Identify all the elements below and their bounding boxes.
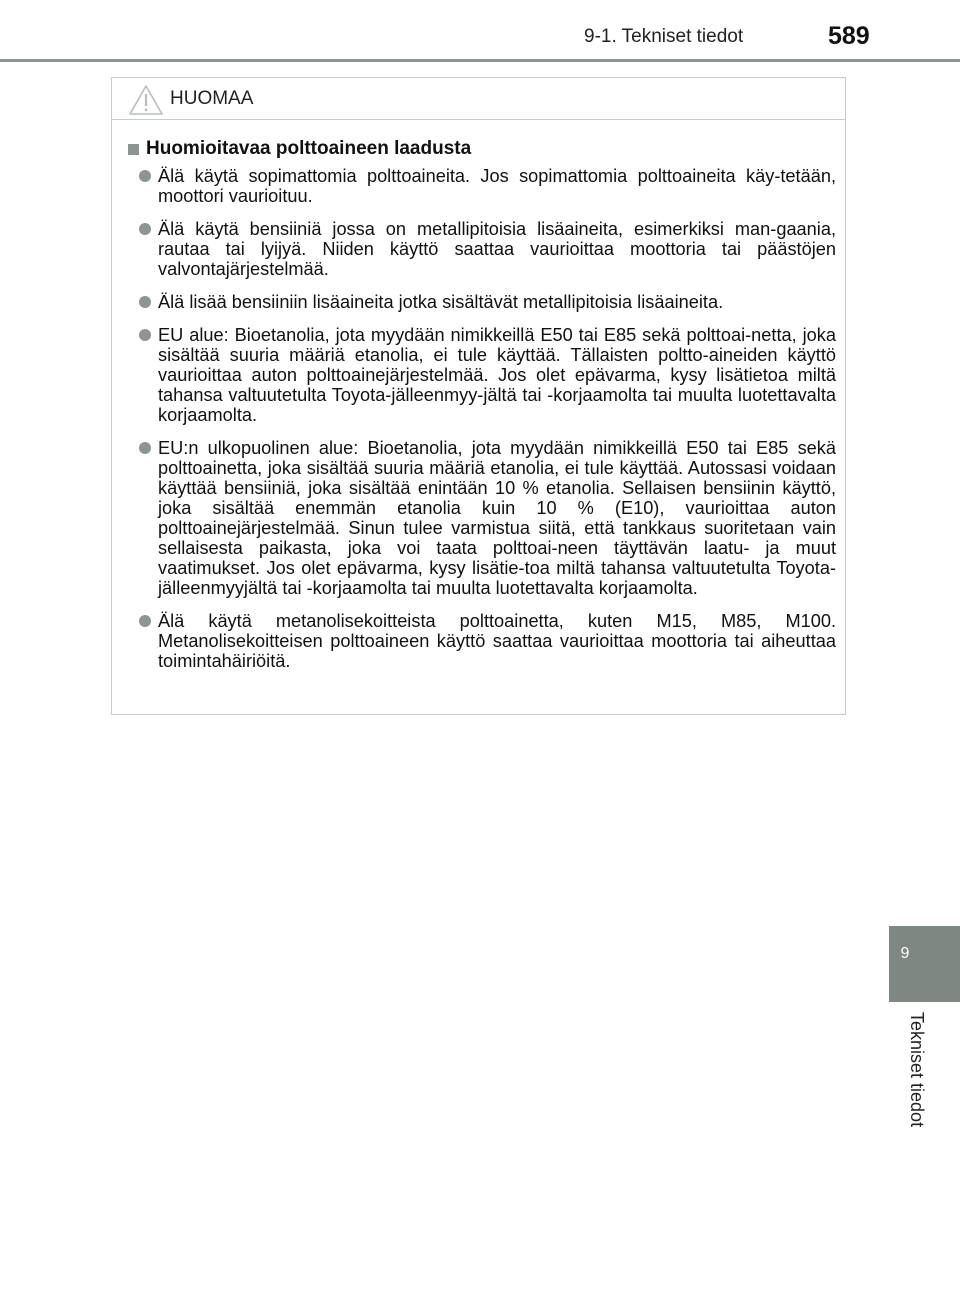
list-item (128, 166, 836, 206)
notice-title: HUOMAA (170, 88, 254, 109)
notice-box (111, 77, 846, 715)
page-number: 589 (828, 22, 870, 50)
list-item-text: Älä lisää bensiiniin lisäaineita jotka sisältävät metallipitoisia lisäaineita. (158, 292, 724, 312)
list-item-text: Älä käytä bensiiniä jossa on metallipitoisia lisäaineita, esimerkiksi man-gaania, rautaa tai lyijyä. Niiden käyttö saattaa vaurioittaa moottoria tai päästöjen valvontajärjestelmää. (158, 219, 836, 279)
circle-bullet-icon (139, 615, 151, 627)
circle-bullet-icon (139, 170, 151, 182)
square-bullet-icon (128, 144, 139, 155)
chapter-tab (889, 926, 960, 1002)
chapter-tab-number: 9 (900, 945, 910, 962)
header-section-title: 9-1. Tekniset tiedot (584, 26, 744, 47)
list-item-text: EU alue: Bioetanolia, jota myydään nimikkeillä E50 tai E85 sekä polttoai-netta, joka sisältää suuria määriä etanolia, ei tule käyttää. Tällaisten poltto-aineiden käyttö vaurioittaa auton polttoainejärjestelmää. Jos olet epävarma, kysy lisätietoa miltä tahansa valtuutetulta Toyota-jälleenmyy-jältä tai -korjaamolta tai muulta luotettavalta korjaamolta. (158, 325, 836, 425)
list-item-text: Älä käytä metanolisekoitteista polttoainetta, kuten M15, M85, M100. Metanolisekoitteisen polttoaineen käyttö saattaa vaurioittaa moottoria tai aiheuttaa toimintahäiriöitä. (158, 611, 836, 671)
list-item (128, 325, 836, 425)
notice-body (112, 120, 845, 671)
list-item (128, 219, 836, 279)
circle-bullet-icon (139, 442, 151, 454)
list-item (128, 292, 836, 312)
circle-bullet-icon (139, 296, 151, 308)
circle-bullet-icon (139, 223, 151, 235)
header-rule (0, 59, 960, 62)
section-heading-text: Huomioitavaa polttoaineen laadusta (146, 138, 472, 159)
list-item-text: Älä käytä sopimattomia polttoaineita. Jos sopimattomia polttoaineita käy-tetään, moottori vaurioituu. (158, 166, 836, 206)
warning-triangle-icon (128, 84, 164, 116)
list-item-text: EU:n ulkopuolinen alue: Bioetanolia, jota myydään nimikkeillä E50 tai E85 sekä polttoainetta, joka sisältää suuria määriä etanolia, ei tule käyttää. Autossasi voidaan käyttää bensiiniä, joka sisältää enintään 10 % etanolia. Sellaisen bensiinin käyttö, joka sisältää enemmän etanolia kuin 10 % (E10), vaurioittaa auton polttoainejärjestelmää. Sinun tulee varmistua siitä, että tankkaus suoritetaan vain sellaisesta paikasta, joka voi taata polttoai-neen täyttävän laatu- ja muut vaatimukset. Jos olet epävarma, kysy lisätie-toa miltä tahansa valtuutetulta Toyota-jälleenmyyjältä tai -korjaamolta tai muulta luotettavalta korjaamolta. (158, 438, 836, 598)
notice-header (112, 78, 845, 120)
list-item (128, 438, 836, 598)
section-heading (128, 138, 836, 160)
chapter-tab-label: Tekniset tiedot (907, 1012, 927, 1128)
circle-bullet-icon (139, 329, 151, 341)
list-item (128, 611, 836, 671)
